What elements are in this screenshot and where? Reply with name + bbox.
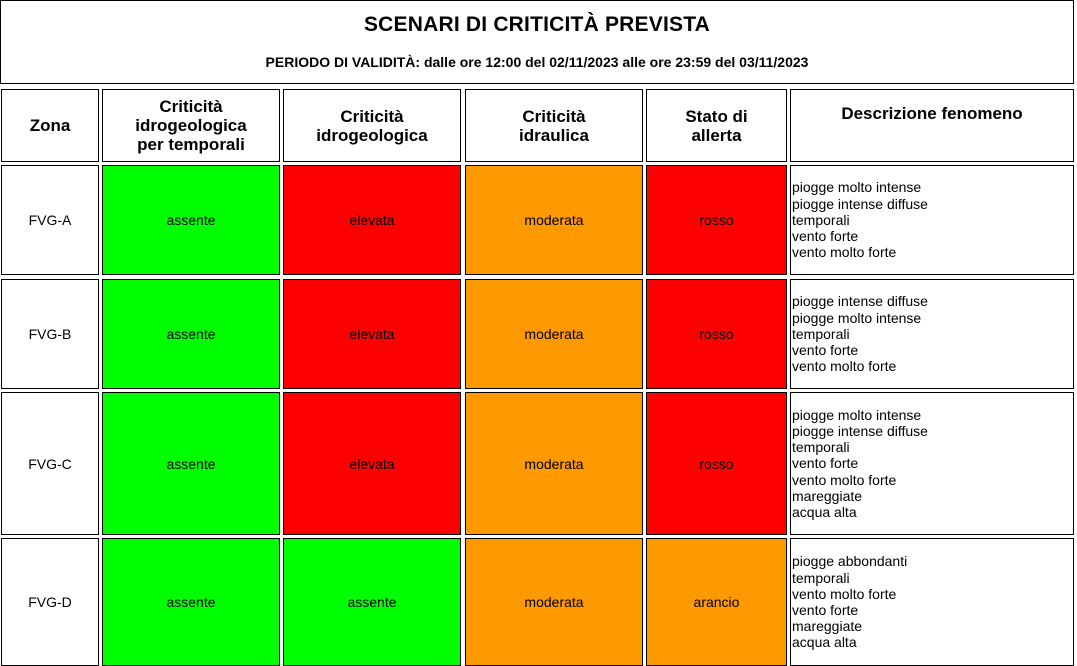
header-label-idraulica: Criticità idraulica	[519, 106, 589, 145]
zone-label: FVG-D	[28, 594, 72, 610]
temporali-cell	[102, 392, 280, 535]
description-item: acqua alta	[792, 504, 857, 520]
header-label-idrogeologica: Criticità idrogeologica	[316, 106, 428, 145]
idraulica-cell	[465, 538, 643, 666]
temporali-cell	[102, 165, 280, 275]
idrogeologica-cell	[283, 538, 461, 666]
description-item: mareggiate	[792, 487, 863, 504]
description-item: piogge molto intense	[792, 179, 922, 196]
description-item: vento forte	[792, 228, 859, 245]
zone-cell	[1, 279, 99, 389]
header-label-zona: Zona	[29, 116, 71, 135]
idrogeologica-cell	[283, 392, 461, 535]
idrogeologica-cell	[283, 279, 461, 389]
idraulica-value: moderata	[524, 212, 584, 228]
idrogeologica-cell	[283, 165, 461, 275]
header-idraulica	[465, 89, 643, 162]
header-zona	[1, 89, 99, 162]
idraulica-value: moderata	[524, 326, 584, 342]
idraulica-cell	[465, 165, 643, 275]
description-cell	[790, 538, 1074, 666]
description-item: temporali	[792, 439, 850, 456]
description-item: piogge intense diffuse	[792, 293, 928, 310]
temporali-value: assente	[166, 212, 216, 228]
allerta-value: rosso	[699, 326, 734, 342]
allerta-cell	[646, 392, 787, 535]
description-item: vento molto forte	[792, 585, 897, 602]
temporali-cell	[102, 538, 280, 666]
idrogeologica-value: elevata	[349, 212, 395, 228]
description-cell	[790, 279, 1074, 389]
description-item: mareggiate	[792, 618, 863, 635]
temporali-cell	[102, 279, 280, 389]
description-item: temporali	[792, 211, 850, 228]
header-temporali	[102, 89, 280, 162]
idraulica-value: moderata	[524, 594, 584, 610]
description-item: vento molto forte	[792, 471, 897, 488]
header-label-temporali: Criticità idrogeologica per temporali	[135, 97, 247, 154]
allerta-value: arancio	[693, 594, 740, 610]
description-item: vento forte	[792, 455, 859, 472]
idrogeologica-value: elevata	[349, 455, 395, 472]
idraulica-cell	[465, 279, 643, 389]
description-item: temporali	[792, 325, 850, 342]
title-box	[0, 0, 1074, 84]
description-cell	[790, 165, 1074, 275]
allerta-cell	[646, 165, 787, 275]
idrogeologica-value: elevata	[349, 326, 395, 342]
zone-cell	[1, 538, 99, 666]
temporali-value: assente	[166, 455, 216, 472]
header-allerta	[646, 89, 787, 162]
temporali-value: assente	[166, 326, 216, 342]
allerta-value: rosso	[699, 455, 734, 472]
temporali-value: assente	[166, 594, 216, 610]
allerta-cell	[646, 538, 787, 666]
idraulica-cell	[465, 392, 643, 535]
allerta-cell	[646, 279, 787, 389]
description-item: vento molto forte	[792, 358, 897, 375]
header-label-descrizione: Descrizione fenomeno	[841, 104, 1023, 123]
description-list	[792, 407, 928, 520]
zone-cell	[1, 392, 99, 535]
description-item: vento forte	[792, 342, 859, 359]
zone-label: FVG-B	[28, 326, 72, 342]
description-item: piogge intense diffuse	[792, 422, 928, 439]
page-title: SCENARI DI CRITICITÀ PREVISTA	[363, 13, 711, 36]
header-idrogeologica	[283, 89, 461, 162]
header-label-allerta: Stato di allerta	[685, 106, 748, 145]
description-item: vento molto forte	[792, 244, 897, 261]
header-descrizione	[790, 89, 1074, 162]
validity-period: PERIODO DI VALIDITÀ: dalle ore 12:00 del 02/11/2023 alle ore 23:59 del 03/11/2023	[265, 54, 809, 70]
idrogeologica-value: assente	[347, 594, 397, 610]
description-cell	[790, 392, 1074, 535]
description-item: piogge intense diffuse	[792, 195, 928, 212]
allerta-value: rosso	[699, 212, 734, 228]
zone-cell	[1, 165, 99, 275]
zone-label: FVG-A	[28, 212, 72, 228]
description-item: piogge molto intense	[792, 309, 922, 326]
description-item: acqua alta	[792, 634, 857, 651]
description-list	[792, 293, 928, 374]
description-item: vento forte	[792, 602, 859, 618]
description-item: piogge abbondanti	[792, 553, 908, 570]
idraulica-value: moderata	[524, 455, 584, 472]
description-item: temporali	[792, 569, 850, 586]
description-list	[792, 553, 907, 650]
description-list	[792, 179, 928, 260]
description-item: piogge molto intense	[792, 406, 922, 423]
zone-label: FVG-C	[28, 455, 72, 472]
